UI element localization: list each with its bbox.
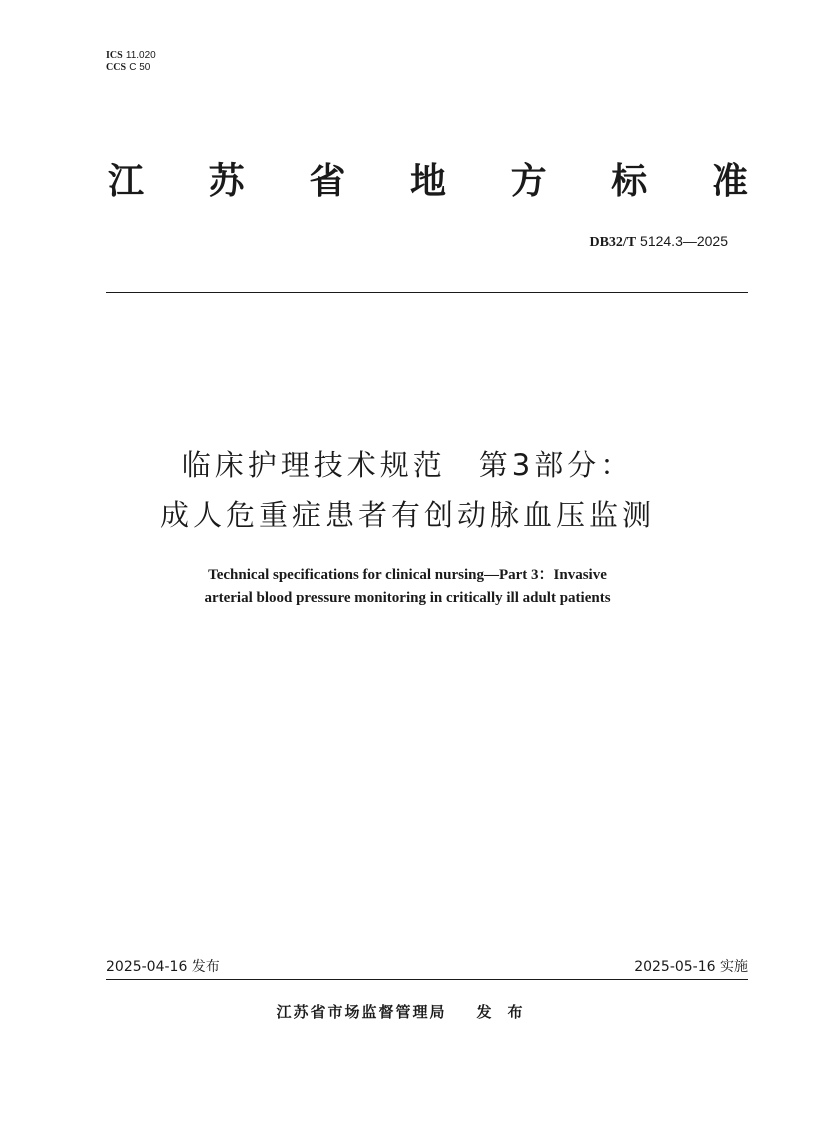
- issuer-line: [0, 1002, 815, 1022]
- issuing-action: 发布: [476, 1003, 539, 1021]
- chinese-title-line-2: 成人危重症患者有创动脉血压监测: [159, 498, 655, 532]
- category-char: 准: [711, 161, 748, 202]
- english-title-line-1: Technical specifications for clinical nursing—Part 3：Invasive: [208, 567, 607, 583]
- ccs-value: C 50: [129, 62, 151, 73]
- ccs-code: [106, 62, 156, 74]
- category-char: 地: [409, 161, 446, 202]
- dates-row: [106, 958, 748, 976]
- standard-number-rest: 5124.3—2025: [636, 233, 728, 249]
- english-title: [0, 564, 815, 610]
- issuing-organization: 江苏省市场监督管理局: [276, 1003, 447, 1021]
- ics-label: ICS: [106, 50, 123, 61]
- classification-codes: [106, 50, 156, 74]
- chinese-title: [0, 440, 815, 540]
- standard-number: [589, 232, 728, 252]
- english-title-line-2: arterial blood pressure monitoring in critically ill adult patients: [204, 590, 611, 606]
- header-divider: [106, 292, 748, 293]
- category-char: 标: [611, 161, 648, 202]
- ics-code: [106, 50, 156, 62]
- standard-number-prefix: DB32/T: [589, 235, 637, 250]
- standard-category-heading: [108, 160, 748, 204]
- release-date: 2025-04-16 发布: [106, 959, 220, 975]
- category-char: 省: [309, 161, 346, 202]
- category-char: 方: [510, 161, 547, 202]
- category-char: 江: [108, 161, 145, 202]
- footer-divider: [106, 979, 748, 980]
- category-char: 苏: [208, 161, 245, 202]
- ccs-label: CCS: [106, 62, 127, 73]
- chinese-title-line-1: 临床护理技术规范 第3部分：: [181, 448, 634, 482]
- ics-value: 11.020: [125, 50, 156, 61]
- implementation-date: 2025-05-16 实施: [634, 959, 748, 975]
